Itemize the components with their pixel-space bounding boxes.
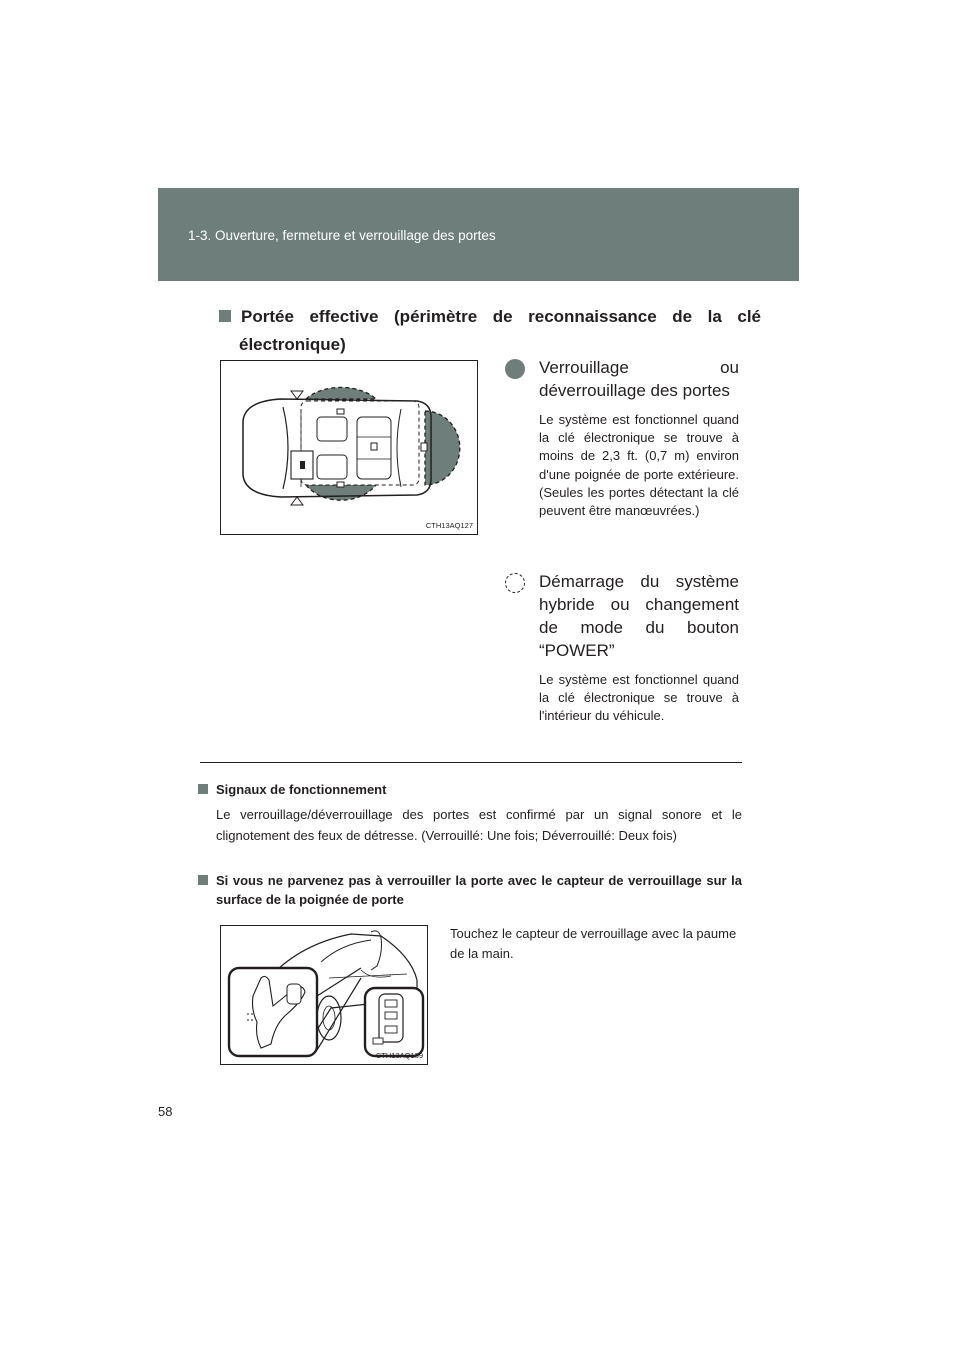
subheading-operation-signals [198, 780, 742, 799]
square-bullet-icon [198, 784, 208, 794]
car-top-view-illustration [221, 361, 477, 534]
legend-body-lock-unlock: Le système est fonctionnel quand la clé électronique se trouve à moins de 2,3 ft. (0,7 m) environ d'une poignée de porte extérieure. (Seules les portes détectant la clé peuvent être manœuvrées.) [539, 412, 739, 519]
figure-detection-range [220, 360, 478, 535]
section-heading-text: Portée effective (périmètre de reconnaissance de la clé électronique) [239, 307, 761, 354]
subheading-lock-sensor [198, 871, 742, 909]
section-heading-range [219, 303, 761, 359]
legend-title-hybrid-start: Démarrage du système hybride ou changement de mode du bouton “POWER” [539, 572, 739, 660]
figure-lock-sensor [220, 925, 428, 1065]
chapter-title: 1-3. Ouverture, fermeture et verrouillage des portes [188, 228, 496, 243]
chapter-header [158, 188, 799, 281]
legend-body-hybrid-start: Le système est fonctionnel quand la clé électronique se trouve à l'intérieur du véhicule. [539, 672, 739, 724]
subheading-text: Si vous ne parvenez pas à verrouiller la porte avec le capteur de verrouillage sur la surface de la poignée de porte [216, 873, 742, 907]
hand-on-door-handle-illustration [221, 926, 427, 1064]
square-bullet-icon [219, 310, 231, 322]
subheading-text: Signaux de fonctionnement [216, 782, 387, 797]
figure-code: CTH13AQ127 [425, 521, 473, 530]
page-number: 58 [158, 1104, 173, 1119]
figure-code: CTH13AQ139 [375, 1051, 423, 1060]
dashed-area-legend-icon [505, 573, 525, 593]
solid-area-legend-icon [505, 359, 525, 379]
paragraph-lock-sensor: Touchez le capteur de verrouillage avec la paume de la main. [450, 926, 737, 961]
legend-title-lock-unlock: Verrouillage ou déverrouillage des portes [539, 358, 739, 400]
paragraph-operation-signals: Le verrouillage/déverrouillage des portes est confirmé par un signal sonore et le clignotement des feux de détresse. (Verrouillé: Une fois; Déverrouillé: Deux fois) [216, 807, 742, 843]
section-divider [200, 762, 742, 763]
square-bullet-icon [198, 875, 208, 885]
